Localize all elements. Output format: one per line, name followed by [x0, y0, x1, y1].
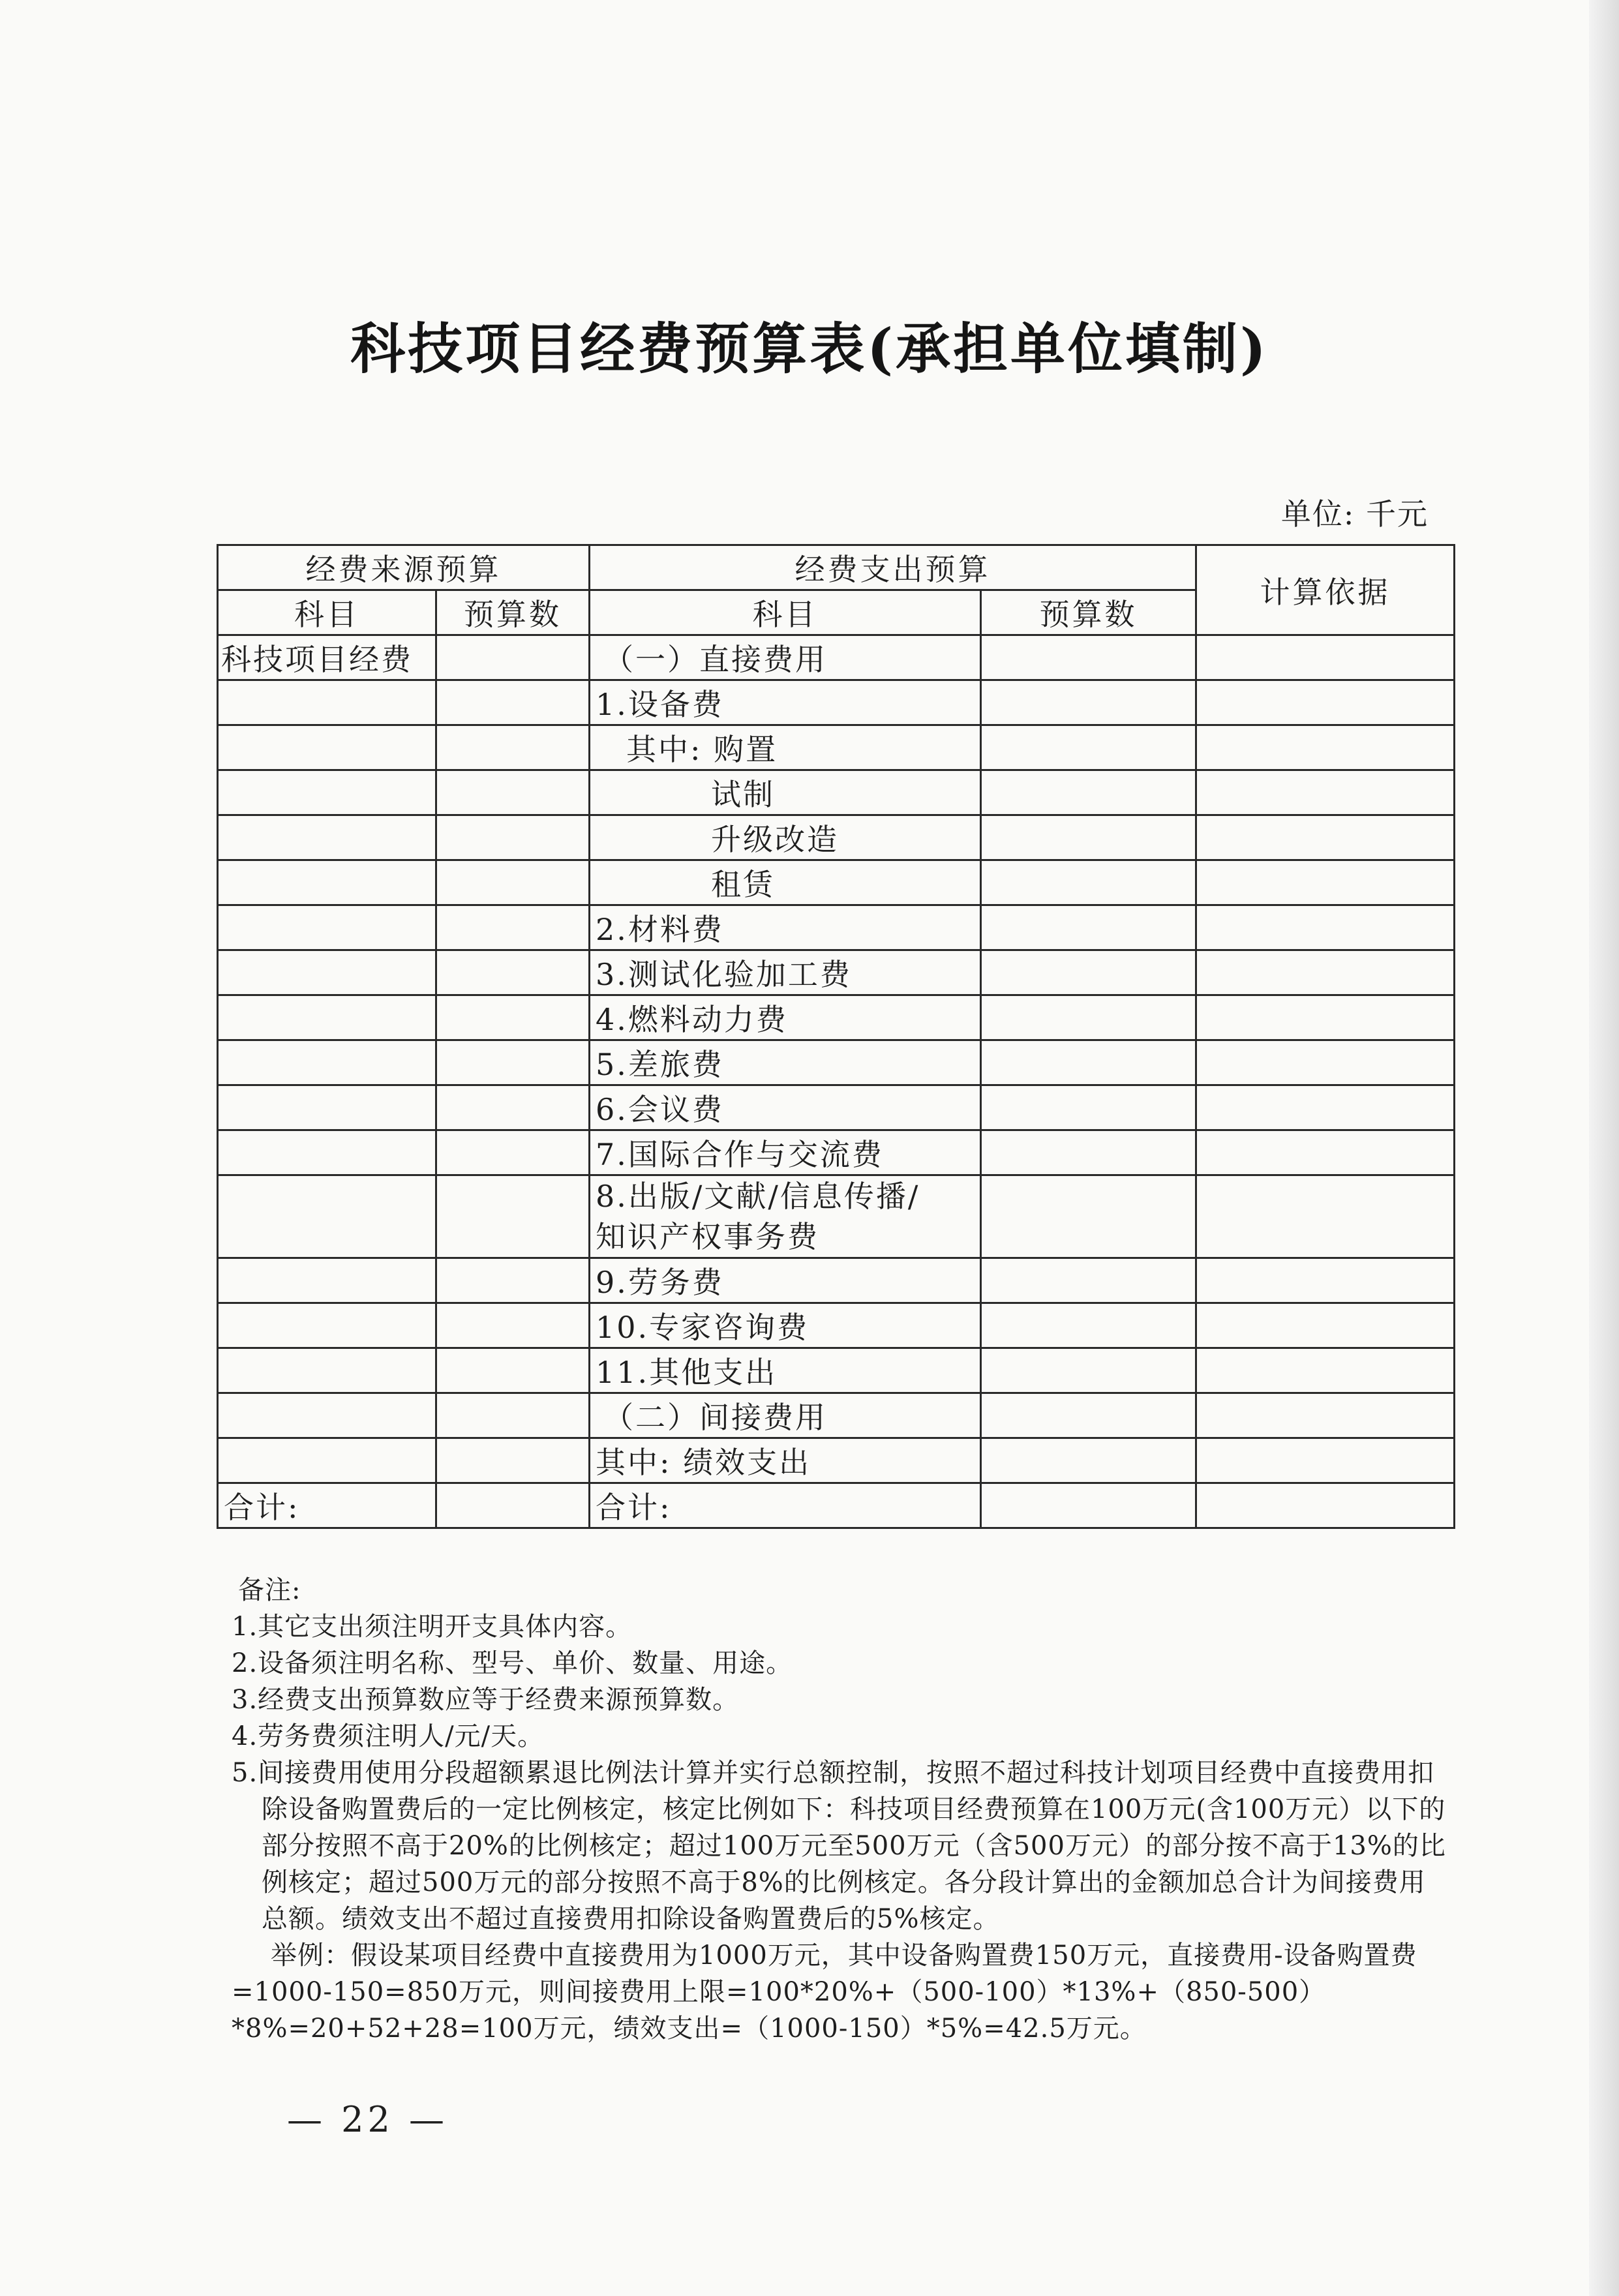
source-amount-cell[interactable]	[436, 1438, 590, 1483]
table-row	[218, 1040, 1455, 1085]
source-amount-cell[interactable]	[436, 725, 590, 770]
table-row	[218, 950, 1455, 995]
expense-amount-cell[interactable]	[981, 635, 1196, 680]
expense-amount-cell[interactable]	[981, 995, 1196, 1040]
source-subject-cell[interactable]	[218, 1085, 436, 1130]
source-subject-cell[interactable]	[218, 1175, 436, 1258]
expense-subject-cell: 6.会议费	[590, 1085, 981, 1130]
expense-amount-cell[interactable]	[981, 860, 1196, 905]
basis-cell[interactable]	[1196, 1175, 1455, 1258]
expense-amount-cell[interactable]	[981, 725, 1196, 770]
table-row	[218, 680, 1455, 725]
header-source-budget: 经费来源预算	[218, 545, 590, 590]
basis-cell[interactable]	[1196, 995, 1455, 1040]
expense-amount-cell[interactable]	[981, 1085, 1196, 1130]
unit-label: 单位: 千元	[1280, 496, 1429, 532]
source-subject-cell[interactable]	[218, 1393, 436, 1438]
expense-amount-cell[interactable]	[981, 815, 1196, 860]
notes-heading: 备注:	[238, 1575, 301, 1605]
expense-amount-cell[interactable]	[981, 950, 1196, 995]
table-row	[218, 1348, 1455, 1393]
basis-cell[interactable]	[1196, 1258, 1455, 1303]
source-total-label: 合计:	[218, 1483, 436, 1528]
table-row	[218, 1130, 1455, 1175]
total-row	[218, 1483, 1455, 1528]
source-subject-cell[interactable]	[218, 770, 436, 815]
source-subject-cell[interactable]	[218, 1130, 436, 1175]
source-amount-cell[interactable]	[436, 1130, 590, 1175]
expense-amount-cell[interactable]	[981, 1130, 1196, 1175]
expense-amount-cell[interactable]	[981, 1303, 1196, 1348]
table-row	[218, 1303, 1455, 1348]
source-subject-cell[interactable]	[218, 680, 436, 725]
table-row	[218, 725, 1455, 770]
expense-subject-cell: 4.燃料动力费	[590, 995, 981, 1040]
source-subject-cell: 科技项目经费	[218, 635, 436, 680]
source-subject-cell[interactable]	[218, 860, 436, 905]
header-calculation-basis: 计算依据	[1196, 545, 1455, 635]
expense-amount-cell[interactable]	[981, 1348, 1196, 1393]
expense-amount-cell[interactable]	[981, 1258, 1196, 1303]
expense-subject-cell: （二）间接费用	[590, 1393, 981, 1438]
source-amount-cell[interactable]	[436, 770, 590, 815]
basis-cell[interactable]	[1196, 1085, 1455, 1130]
budget-table	[217, 544, 1455, 1529]
expense-subject-cell: 1.设备费	[590, 680, 981, 725]
source-amount-cell[interactable]	[436, 1175, 590, 1258]
source-amount-cell[interactable]	[436, 1040, 590, 1085]
expense-subject-cell: 10.专家咨询费	[590, 1303, 981, 1348]
source-subject-cell[interactable]	[218, 1258, 436, 1303]
source-subject-cell[interactable]	[218, 725, 436, 770]
table-row	[218, 635, 1455, 680]
basis-cell[interactable]	[1196, 770, 1455, 815]
basis-cell[interactable]	[1196, 905, 1455, 950]
expense-amount-cell[interactable]	[981, 1438, 1196, 1483]
source-subject-cell[interactable]	[218, 1040, 436, 1085]
notes-section	[232, 1572, 1451, 2047]
header-source-subject: 科目	[218, 590, 436, 635]
expense-subject-cell: 11.其他支出	[590, 1348, 981, 1393]
source-subject-cell[interactable]	[218, 1438, 436, 1483]
expense-subject-cell: 9.劳务费	[590, 1258, 981, 1303]
expense-subject-cell: （一）直接费用	[590, 635, 981, 680]
basis-cell[interactable]	[1196, 1393, 1455, 1438]
basis-cell[interactable]	[1196, 1348, 1455, 1393]
source-subject-cell[interactable]	[218, 1348, 436, 1393]
source-amount-cell[interactable]	[436, 860, 590, 905]
note-item: 5.间接费用使用分段超额累退比例法计算并实行总额控制，按照不超过科技计划项目经费中直接费用扣除设备购置费后的一定比例核定，核定比例如下：科技项目经费预算在100万元(含100万元）以下的部分按照不高于20%的比例核定；超过100万元至500万元（含500万元）的部分按不高于13%的比例核定；超过500万元的部分按照不高于8%的比例核定。各分段计算出的金额加总合计为间接费用总额。绩效支出不超过直接费用扣除设备购置费后的5%核定。	[232, 1758, 1446, 1934]
basis-cell[interactable]	[1196, 680, 1455, 725]
header-expense-budget: 经费支出预算	[590, 545, 1196, 590]
table-row	[218, 1175, 1455, 1258]
expense-total-amount[interactable]	[981, 1483, 1196, 1528]
source-amount-cell[interactable]	[436, 905, 590, 950]
basis-cell[interactable]	[1196, 635, 1455, 680]
source-amount-cell[interactable]	[436, 1393, 590, 1438]
expense-subject-cell: 其中: 购置	[590, 725, 981, 770]
note-item: 1.其它支出须注明开支具体内容。	[232, 1612, 633, 1642]
expense-subject-cell: 升级改造	[590, 815, 981, 860]
note-item: 2.设备须注明名称、型号、单价、数量、用途。	[232, 1648, 793, 1678]
page-title: 科技项目经费预算表(承担单位填制)	[350, 316, 1269, 381]
basis-cell[interactable]	[1196, 725, 1455, 770]
source-amount-cell[interactable]	[436, 1348, 590, 1393]
basis-cell[interactable]	[1196, 1130, 1455, 1175]
basis-cell[interactable]	[1196, 950, 1455, 995]
note-item: 3.经费支出预算数应等于经费来源预算数。	[232, 1685, 740, 1715]
source-amount-cell[interactable]	[436, 1303, 590, 1348]
basis-cell[interactable]	[1196, 1438, 1455, 1483]
expense-subject-cell: 3.测试化验加工费	[590, 950, 981, 995]
source-amount-cell[interactable]	[436, 950, 590, 995]
expense-amount-cell[interactable]	[981, 1175, 1196, 1258]
header-expense-amount: 预算数	[981, 590, 1196, 635]
source-subject-cell[interactable]	[218, 950, 436, 995]
source-subject-cell[interactable]	[218, 815, 436, 860]
source-total-amount[interactable]	[436, 1483, 590, 1528]
basis-cell[interactable]	[1196, 815, 1455, 860]
expense-amount-cell[interactable]	[981, 1393, 1196, 1438]
expense-subject-cell: 其中: 绩效支出	[590, 1438, 981, 1483]
source-amount-cell[interactable]	[436, 1085, 590, 1130]
page-number: — 22 —	[287, 2099, 449, 2140]
table-row	[218, 1438, 1455, 1483]
table-row	[218, 905, 1455, 950]
expense-amount-cell[interactable]	[981, 680, 1196, 725]
expense-subject-cell: 5.差旅费	[590, 1040, 981, 1085]
table-row	[218, 995, 1455, 1040]
header-expense-subject: 科目	[590, 590, 981, 635]
table-row	[218, 1258, 1455, 1303]
note-example: 举例：假设某项目经费中直接费用为1000万元，其中设备购置费150万元，直接费用-设备购置费=1000-150=850万元，则间接费用上限=100*20%+（500-100）*13%+（850-500）*8%=20+52+28=100万元，绩效支出=（1000-150）*5%=42.5万元。	[232, 1941, 1417, 2044]
source-amount-cell[interactable]	[436, 1258, 590, 1303]
expense-total-label: 合计:	[590, 1483, 981, 1528]
expense-subject-line-2: 知识产权事务费	[596, 1219, 819, 1254]
source-amount-cell[interactable]	[436, 680, 590, 725]
source-subject-cell[interactable]	[218, 1303, 436, 1348]
expense-amount-cell[interactable]	[981, 770, 1196, 815]
basis-total-cell[interactable]	[1196, 1483, 1455, 1528]
source-amount-cell[interactable]	[436, 995, 590, 1040]
expense-subject-cell: 租赁	[590, 860, 981, 905]
source-subject-cell[interactable]	[218, 995, 436, 1040]
table-row	[218, 860, 1455, 905]
expense-subject-cell: 2.材料费	[590, 905, 981, 950]
expense-subject-cell: 7.国际合作与交流费	[590, 1130, 981, 1175]
table-row	[218, 1085, 1455, 1130]
table-row	[218, 1393, 1455, 1438]
expense-amount-cell[interactable]	[981, 1040, 1196, 1085]
note-item: 4.劳务费须注明人/元/天。	[232, 1721, 545, 1751]
basis-cell[interactable]	[1196, 860, 1455, 905]
expense-amount-cell[interactable]	[981, 905, 1196, 950]
expense-subject-line-1: 8.出版/文献/信息传播/	[596, 1179, 920, 1214]
basis-cell[interactable]	[1196, 1303, 1455, 1348]
header-source-amount: 预算数	[436, 590, 590, 635]
source-subject-cell[interactable]	[218, 905, 436, 950]
expense-subject-cell	[590, 1175, 981, 1258]
expense-subject-cell: 试制	[590, 770, 981, 815]
table-row	[218, 815, 1455, 860]
source-amount-cell[interactable]	[436, 815, 590, 860]
table-row	[218, 770, 1455, 815]
basis-cell[interactable]	[1196, 1040, 1455, 1085]
source-amount-cell[interactable]	[436, 635, 590, 680]
